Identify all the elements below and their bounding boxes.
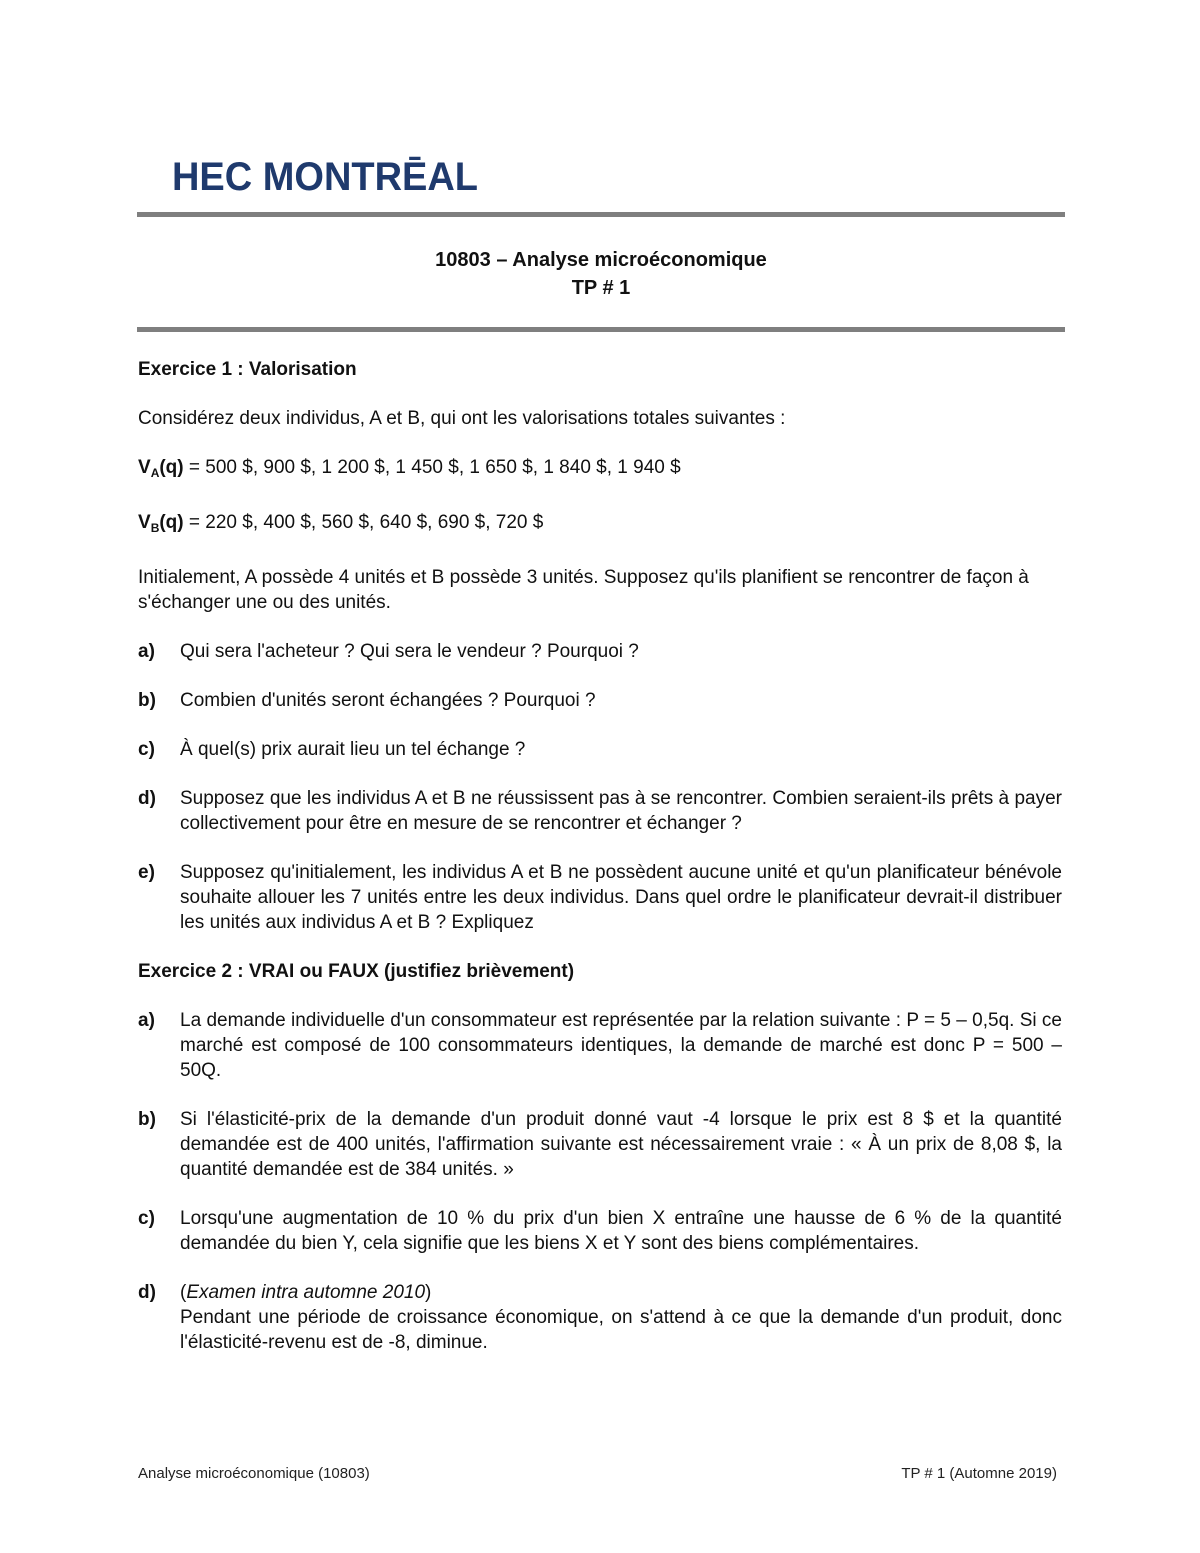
header-top-rule [137, 212, 1065, 217]
valuation-b-suffix: (q) [159, 512, 184, 533]
question-source: Examen intra automne 2010 [186, 1282, 426, 1303]
valuation-b-subscript: B [150, 521, 160, 535]
exercise2-question-d [138, 1280, 1062, 1355]
exercise1-question-a [138, 639, 1062, 664]
question-text: Si l'élasticité-prix de la demande d'un produit donné vaut -4 lorsque le prix est 8 $ et la quantité demandée est de 400 unités, l'affirmation suivante est nécessairement vraie : « À un prix de 8,08 $, la quantité demandée est de 384 unités. » [180, 1109, 1062, 1180]
question-text: Qui sera l'acheteur ? Qui sera le vendeur ? Pourquoi ? [180, 641, 639, 662]
valuation-a-prefix: V [138, 457, 151, 478]
exercise2-question-b [138, 1107, 1062, 1182]
exercise1-question-b [138, 688, 1062, 713]
valuation-b [138, 510, 1062, 541]
question-text: La demande individuelle d'un consommateur est représentée par la relation suivante : P = 5 – 0,5q. Si ce marché est composé de 100 consommateurs identiques, la demande de marché est donc P = 500 – 50Q. [180, 1010, 1062, 1081]
question-text: Supposez que les individus A et B ne réussissent pas à se rencontrer. Combien seraient-ils prêts à payer collectivement pour être en mesure de se rencontrer et échanger ? [180, 788, 1062, 834]
valuation-b-prefix: V [138, 512, 151, 533]
exercise1-question-d [138, 786, 1062, 836]
question-text: Supposez qu'initialement, les individus A et B ne possèdent aucune unité et qu'un planificateur bénévole souhaite allouer les 7 unités entre les deux individus. Dans quel ordre le planificateur devrait-il distribuer les unités aux individus A et B ? Expliquez [180, 862, 1062, 933]
valuation-a [138, 455, 1062, 486]
exercise1-title: Exercice 1 : Valorisation [138, 359, 357, 380]
exercise1-intro: Considérez deux individus, A et B, qui ont les valorisations totales suivantes : [138, 408, 786, 429]
valuation-b-name [138, 512, 184, 533]
tp-title: TP # 1 [571, 277, 631, 299]
exercise2-question-a [138, 1008, 1062, 1083]
course-title: 10803 – Analyse microéconomique [435, 249, 767, 271]
question-label: d) [138, 788, 156, 809]
exercise2-question-c [138, 1206, 1062, 1256]
question-text: À quel(s) prix aurait lieu un tel échange ? [180, 739, 526, 760]
question-label: c) [138, 1208, 155, 1229]
question-label: a) [138, 1010, 155, 1031]
header-bottom-rule [137, 327, 1065, 332]
question-label: b) [138, 1109, 156, 1130]
question-body: (Examen intra automne 2010) Pendant une période de croissance économique, on s'attend à ce que la demande d'un produit, donc l'élasticité-revenu est de -8, diminue. [180, 1282, 1062, 1353]
question-label: d) [138, 1282, 156, 1303]
logo-text: HEC MONTRĒAL [172, 155, 478, 196]
valuation-b-values: = 220 $, 400 $, 560 $, 640 $, 690 $, 720 $ [183, 512, 544, 533]
valuation-a-suffix: (q) [159, 457, 184, 478]
question-text: Lorsqu'une augmentation de 10 % du prix d'un bien X entraîne une hausse de 6 % de la quantité demandée du bien Y, cela signifie que les biens X et Y sont des biens complémentaires. [180, 1208, 1062, 1254]
exercise1-question-c [138, 737, 1062, 762]
exercise1-context: Initialement, A possède 4 unités et B possède 3 unités. Supposez qu'ils planifient se rencontrer de façon à s'échanger une ou des unités. [138, 567, 1029, 613]
exercise2-title: Exercice 2 : VRAI ou FAUX (justifiez brièvement) [138, 961, 575, 982]
footer-course: Analyse microéconomique (10803) [138, 1465, 370, 1482]
question-text: Combien d'unités seront échangées ? Pourquoi ? [180, 690, 596, 711]
exercise1-question-e [138, 860, 1062, 935]
valuation-a-subscript: A [150, 466, 160, 480]
valuation-a-values: = 500 $, 900 $, 1 200 $, 1 450 $, 1 650 $, 1 840 $, 1 940 $ [183, 457, 681, 478]
footer-tp: TP # 1 (Automne 2019) [901, 1465, 1057, 1482]
document-content [138, 357, 1062, 1379]
question-text: Pendant une période de croissance économique, on s'attend à ce que la demande d'un produit, donc l'élasticité-revenu est de -8, diminue. [180, 1307, 1062, 1353]
question-label: c) [138, 739, 155, 760]
valuation-a-name [138, 457, 184, 478]
question-label: e) [138, 862, 155, 883]
question-label: a) [138, 641, 155, 662]
hec-montreal-logo [172, 152, 482, 196]
question-label: b) [138, 690, 156, 711]
